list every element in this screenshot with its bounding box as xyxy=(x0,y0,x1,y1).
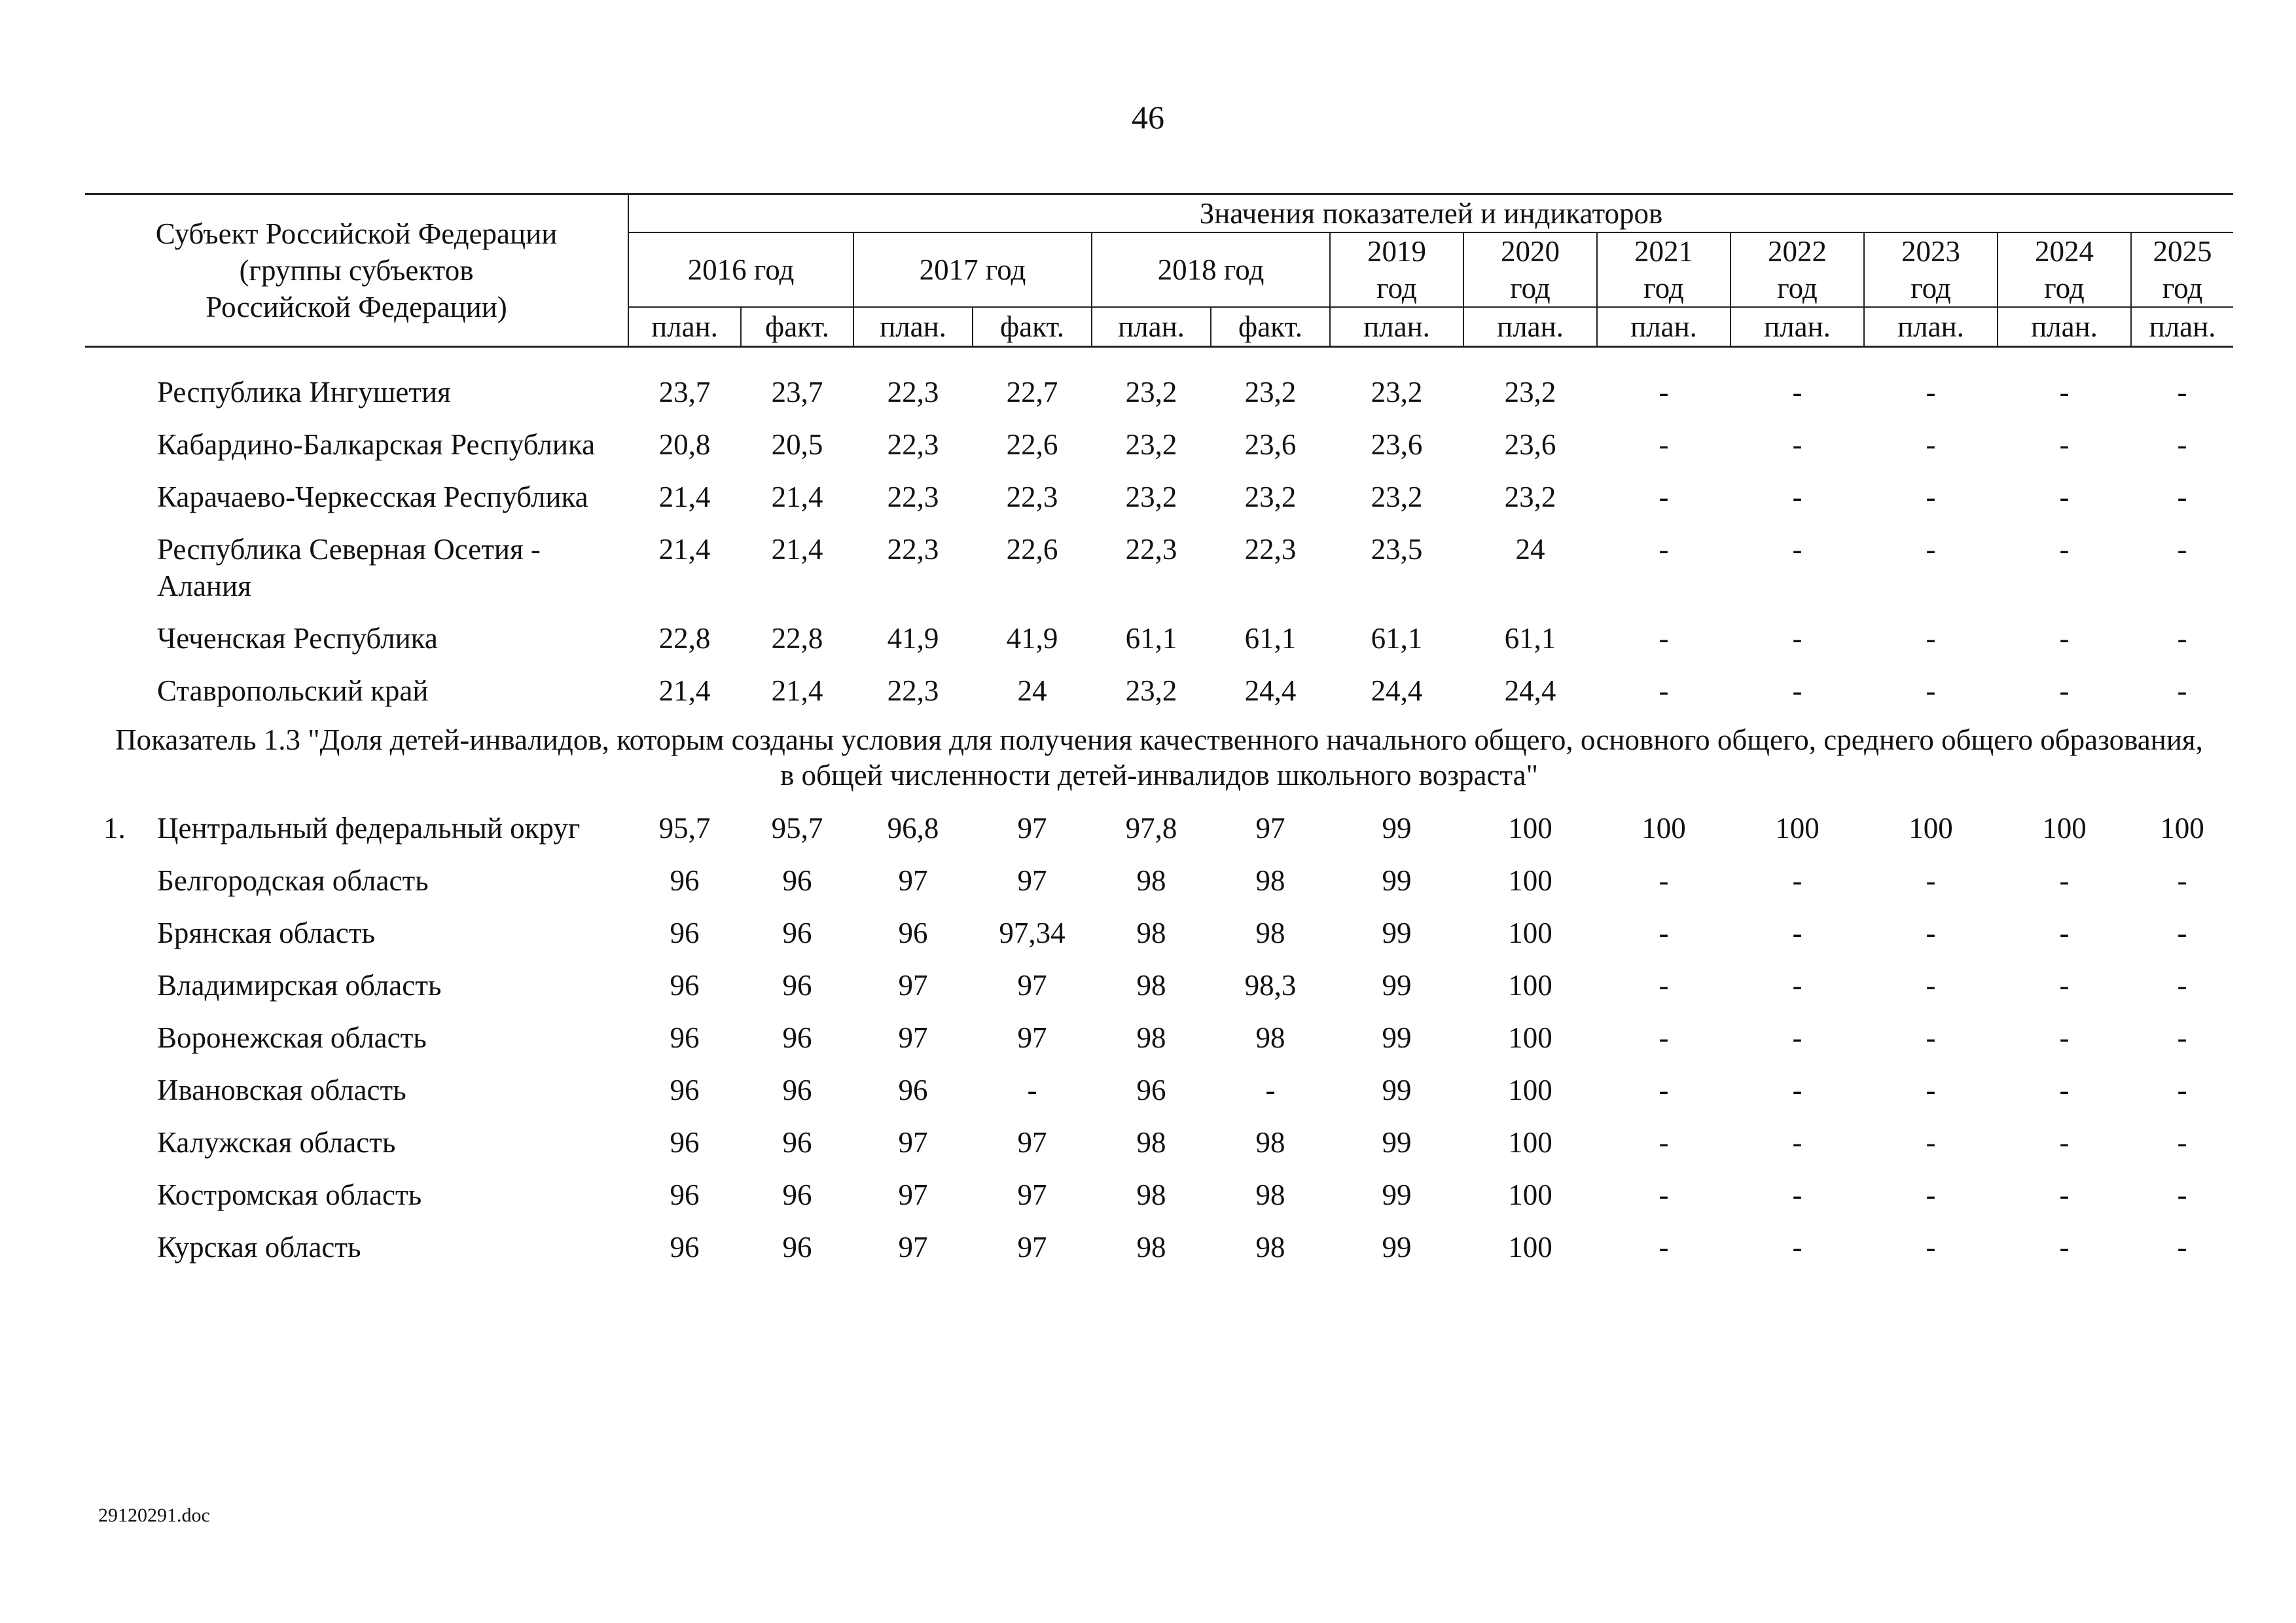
value-cell: 97 xyxy=(898,1126,928,1159)
value-cell: 96 xyxy=(782,1021,812,1054)
value-cell: 21,4 xyxy=(771,533,823,566)
value-cell: 96 xyxy=(670,1021,700,1054)
value-cell: 23,7 xyxy=(771,376,823,409)
year-header-2018: 2018 год xyxy=(1092,232,1330,307)
value-cell: 97 xyxy=(898,864,928,897)
year-number: 2020 xyxy=(1501,235,1560,268)
value-cell: 97 xyxy=(1017,812,1047,845)
value-cell: 20,5 xyxy=(771,428,823,461)
value-cell: 95,7 xyxy=(771,812,823,845)
value-cell: - xyxy=(1792,1074,1803,1106)
region-name: Брянская область xyxy=(157,917,376,949)
table-row xyxy=(85,523,2233,612)
indicators-header: Значения показателей и индикаторов xyxy=(628,194,2233,233)
value-cell: 98 xyxy=(1136,969,1166,1002)
value-cell: 98 xyxy=(1255,1126,1285,1159)
value-cell: - xyxy=(1792,864,1803,897)
value-cell: 21,4 xyxy=(771,674,823,707)
value-cell: 99 xyxy=(1382,1074,1412,1106)
table-row xyxy=(85,802,2233,854)
fact-header: факт. xyxy=(741,307,853,347)
value-cell: - xyxy=(1926,674,1936,707)
value-cell: 97 xyxy=(898,969,928,1002)
value-cell: - xyxy=(1926,376,1936,409)
value-cell: - xyxy=(2059,376,2070,409)
region-name: Кабардино-Балкарская Республика xyxy=(157,428,596,461)
page-number: 46 xyxy=(1132,99,1164,136)
value-cell: - xyxy=(1027,1074,1037,1106)
year-header-2017: 2017 год xyxy=(853,232,1092,307)
plan-header: план. xyxy=(1998,307,2131,347)
value-cell: 96 xyxy=(782,1178,812,1211)
footer-filename: 29120291.doc xyxy=(98,1504,210,1526)
value-cell: - xyxy=(1792,1178,1803,1211)
value-cell: 61,1 xyxy=(1504,622,1556,655)
value-cell: 99 xyxy=(1382,812,1412,845)
value-cell: 22,6 xyxy=(1006,533,1058,566)
table-row xyxy=(85,854,2233,907)
value-cell: 96 xyxy=(1136,1074,1166,1106)
value-cell: 23,6 xyxy=(1244,428,1297,461)
value-cell: - xyxy=(1792,917,1803,949)
row-number xyxy=(85,959,157,1012)
value-cell: - xyxy=(1792,969,1803,1002)
value-cell: - xyxy=(1926,428,1936,461)
value-cell: - xyxy=(2059,1074,2070,1106)
value-cell: 100 xyxy=(1508,864,1552,897)
value-cell: - xyxy=(1792,428,1803,461)
value-cell: - xyxy=(1792,674,1803,707)
value-cell: 20,8 xyxy=(658,428,711,461)
value-cell: - xyxy=(2177,917,2187,949)
value-cell: 98 xyxy=(1255,917,1285,949)
table-row xyxy=(85,366,2233,418)
value-cell: 96 xyxy=(782,1126,812,1159)
plan-header: план. xyxy=(1092,307,1211,347)
value-cell: 100 xyxy=(1508,1231,1552,1264)
value-cell: 98 xyxy=(1136,1021,1166,1054)
value-cell: - xyxy=(1926,969,1936,1002)
value-cell: 96 xyxy=(898,917,928,949)
value-cell: 96,8 xyxy=(887,812,939,845)
value-cell: 97 xyxy=(1017,1178,1047,1211)
table-row xyxy=(85,471,2233,523)
value-cell: 96 xyxy=(670,917,700,949)
year-number: 2019 xyxy=(1367,235,1427,268)
region-name: Чеченская Республика xyxy=(157,622,438,655)
plan-header: план. xyxy=(853,307,973,347)
value-cell: - xyxy=(1659,917,1669,949)
region-name: Калужская область xyxy=(157,1126,396,1159)
year-unit: год xyxy=(1910,272,1951,304)
fact-header: факт. xyxy=(1211,307,1330,347)
value-cell: 21,4 xyxy=(658,533,711,566)
value-cell: - xyxy=(2177,533,2187,566)
value-cell: 98 xyxy=(1255,1231,1285,1264)
value-cell: 98 xyxy=(1255,864,1285,897)
value-cell: - xyxy=(1926,481,1936,513)
value-cell: 100 xyxy=(2042,812,2087,845)
plan-header: план. xyxy=(628,307,741,347)
value-cell: - xyxy=(1265,1074,1276,1106)
row-number xyxy=(85,523,157,612)
value-cell: 23,2 xyxy=(1244,481,1297,513)
table-row xyxy=(85,959,2233,1012)
year-number: 2023 xyxy=(1901,235,1961,268)
value-cell: 24 xyxy=(1515,533,1545,566)
value-cell: 22,8 xyxy=(658,622,711,655)
value-cell: - xyxy=(1792,376,1803,409)
value-cell: - xyxy=(2177,1178,2187,1211)
value-cell: 100 xyxy=(1508,1074,1552,1106)
value-cell: 41,9 xyxy=(887,622,939,655)
value-cell: 97 xyxy=(1017,1231,1047,1264)
plan-header: план. xyxy=(1597,307,1731,347)
year-header-single xyxy=(1597,232,1731,307)
value-cell: 24 xyxy=(1017,674,1047,707)
value-cell: 98,3 xyxy=(1244,969,1297,1002)
value-cell: 99 xyxy=(1382,864,1412,897)
value-cell: - xyxy=(1926,1074,1936,1106)
value-cell: 96 xyxy=(670,1178,700,1211)
value-cell: 23,2 xyxy=(1371,481,1423,513)
value-cell: - xyxy=(2059,1021,2070,1054)
value-cell: 97 xyxy=(898,1231,928,1264)
value-cell: 22,3 xyxy=(1244,533,1297,566)
plan-header: план. xyxy=(2131,307,2233,347)
table-row xyxy=(85,665,2233,717)
row-number xyxy=(85,1116,157,1169)
section-title: Показатель 1.3 "Доля детей-инвалидов, которым созданы условия для получения качественного начального общего, основного общего, среднего общего образования, в общей численности детей-инвалидов школьного возраста" xyxy=(115,723,2203,792)
value-cell: 97 xyxy=(1017,1126,1047,1159)
value-cell: 98 xyxy=(1136,1126,1166,1159)
year-header-2016: 2016 год xyxy=(628,232,853,307)
region-name: Ставропольский край xyxy=(157,674,429,707)
region-name: Владимирская область xyxy=(157,969,442,1002)
value-cell: 100 xyxy=(1508,917,1552,949)
row-number xyxy=(85,854,157,907)
table-row xyxy=(85,1221,2233,1273)
value-cell: 99 xyxy=(1382,1178,1412,1211)
region-name: Курская область xyxy=(157,1231,361,1264)
value-cell: 96 xyxy=(670,969,700,1002)
value-cell: - xyxy=(2177,1126,2187,1159)
row-number xyxy=(85,471,157,523)
value-cell: - xyxy=(2059,428,2070,461)
year-header-single xyxy=(2131,232,2233,307)
value-cell: 22,3 xyxy=(887,481,939,513)
value-cell: 22,6 xyxy=(1006,428,1058,461)
row-number xyxy=(85,1064,157,1116)
row-number xyxy=(85,665,157,717)
value-cell: 97,8 xyxy=(1125,812,1177,845)
value-cell: 96 xyxy=(782,1074,812,1106)
value-cell: - xyxy=(2059,533,2070,566)
value-cell: - xyxy=(2059,674,2070,707)
value-cell: 96 xyxy=(782,969,812,1002)
year-header-single xyxy=(1731,232,1864,307)
value-cell: - xyxy=(1792,481,1803,513)
value-cell: 23,2 xyxy=(1244,376,1297,409)
value-cell: - xyxy=(2177,1231,2187,1264)
year-unit: год xyxy=(2162,272,2203,304)
value-cell: 23,2 xyxy=(1125,674,1177,707)
value-cell: 100 xyxy=(1508,969,1552,1002)
value-cell: 99 xyxy=(1382,969,1412,1002)
year-unit: год xyxy=(1643,272,1684,304)
region-name: Воронежская область xyxy=(157,1021,427,1054)
row-number xyxy=(85,612,157,665)
value-cell: 100 xyxy=(1508,1126,1552,1159)
value-cell: - xyxy=(2177,622,2187,655)
value-cell: 23,2 xyxy=(1125,428,1177,461)
value-cell: 21,4 xyxy=(771,481,823,513)
value-cell: 97,34 xyxy=(999,917,1066,949)
value-cell: - xyxy=(1926,622,1936,655)
value-cell: 99 xyxy=(1382,917,1412,949)
row-number xyxy=(85,1221,157,1273)
value-cell: - xyxy=(2059,1178,2070,1211)
table-row xyxy=(85,1064,2233,1116)
row-number xyxy=(85,418,157,471)
value-cell: 100 xyxy=(1775,812,1820,845)
year-number: 2024 xyxy=(2035,235,2094,268)
value-cell: - xyxy=(1659,864,1669,897)
value-cell: - xyxy=(1926,864,1936,897)
row-number: 1. xyxy=(103,812,126,845)
value-cell: 24,4 xyxy=(1244,674,1297,707)
value-cell: 100 xyxy=(1508,812,1552,845)
subject-header-line3: Российской Федерации) xyxy=(206,291,507,323)
value-cell: 100 xyxy=(2160,812,2204,845)
value-cell: 61,1 xyxy=(1244,622,1297,655)
year-number: 2025 xyxy=(2153,235,2212,268)
value-cell: 99 xyxy=(1382,1021,1412,1054)
plan-header: план. xyxy=(1330,307,1463,347)
value-cell: - xyxy=(2177,1074,2187,1106)
year-header-single xyxy=(1330,232,1463,307)
year-header-single xyxy=(1864,232,1998,307)
row-number xyxy=(85,366,157,418)
value-cell: 96 xyxy=(670,1231,700,1264)
value-cell: - xyxy=(2059,622,2070,655)
value-cell: 23,2 xyxy=(1504,481,1556,513)
value-cell: 96 xyxy=(670,864,700,897)
value-cell: - xyxy=(2059,969,2070,1002)
value-cell: 22,3 xyxy=(887,533,939,566)
value-cell: 97 xyxy=(898,1021,928,1054)
table-body-part-a xyxy=(85,347,2233,718)
value-cell: 23,2 xyxy=(1125,376,1177,409)
plan-header: план. xyxy=(1731,307,1864,347)
subject-header-line2: (группы субъектов xyxy=(239,254,474,287)
value-cell: - xyxy=(1792,533,1803,566)
region-name: Белгородская область xyxy=(157,864,429,897)
value-cell: 97 xyxy=(1017,864,1047,897)
value-cell: - xyxy=(1926,1178,1936,1211)
value-cell: 98 xyxy=(1136,1231,1166,1264)
year-header-single xyxy=(1463,232,1597,307)
value-cell: 22,7 xyxy=(1006,376,1058,409)
table-row xyxy=(85,1169,2233,1221)
value-cell: - xyxy=(1659,969,1669,1002)
value-cell: - xyxy=(1792,1126,1803,1159)
value-cell: - xyxy=(2177,674,2187,707)
value-cell: - xyxy=(1659,428,1669,461)
value-cell: 22,3 xyxy=(887,674,939,707)
value-cell: - xyxy=(2059,1231,2070,1264)
value-cell: 96 xyxy=(782,917,812,949)
value-cell: 96 xyxy=(782,864,812,897)
table-row xyxy=(85,907,2233,959)
value-cell: - xyxy=(1659,1231,1669,1264)
value-cell: 21,4 xyxy=(658,481,711,513)
value-cell: - xyxy=(1926,1021,1936,1054)
value-cell: 22,3 xyxy=(1125,533,1177,566)
value-cell: - xyxy=(1659,674,1669,707)
value-cell: - xyxy=(2177,481,2187,513)
value-cell: 97 xyxy=(1017,969,1047,1002)
value-cell: - xyxy=(2177,969,2187,1002)
value-cell: - xyxy=(2177,376,2187,409)
year-unit: год xyxy=(1777,272,1818,304)
value-cell: - xyxy=(1926,533,1936,566)
year-header-single xyxy=(1998,232,2131,307)
value-cell: 100 xyxy=(1641,812,1686,845)
value-cell: 99 xyxy=(1382,1231,1412,1264)
row-number xyxy=(85,907,157,959)
value-cell: 61,1 xyxy=(1125,622,1177,655)
value-cell: - xyxy=(1926,1231,1936,1264)
value-cell: 22,3 xyxy=(1006,481,1058,513)
row-number xyxy=(85,1012,157,1064)
section-header-body xyxy=(85,717,2233,802)
value-cell: 99 xyxy=(1382,1126,1412,1159)
indicators-table xyxy=(85,193,2233,1273)
value-cell: 24,4 xyxy=(1504,674,1556,707)
value-cell: - xyxy=(2059,481,2070,513)
value-cell: 22,3 xyxy=(887,376,939,409)
region-name: Ивановская область xyxy=(157,1074,406,1106)
region-name: Республика Северная Осетия - Алания xyxy=(157,533,541,602)
row-number xyxy=(85,1169,157,1221)
value-cell: 23,2 xyxy=(1125,481,1177,513)
value-cell: 95,7 xyxy=(658,812,711,845)
value-cell: - xyxy=(2177,428,2187,461)
value-cell: - xyxy=(2177,864,2187,897)
value-cell: 98 xyxy=(1136,1178,1166,1211)
value-cell: 97 xyxy=(1255,812,1285,845)
value-cell: - xyxy=(2059,1126,2070,1159)
value-cell: 96 xyxy=(782,1231,812,1264)
value-cell: 96 xyxy=(670,1126,700,1159)
year-unit: год xyxy=(1376,272,1417,304)
value-cell: 24,4 xyxy=(1371,674,1423,707)
value-cell: - xyxy=(1659,1074,1669,1106)
value-cell: - xyxy=(1659,1126,1669,1159)
plan-header: план. xyxy=(1463,307,1597,347)
value-cell: 23,6 xyxy=(1504,428,1556,461)
value-cell: 97 xyxy=(898,1178,928,1211)
value-cell: 23,2 xyxy=(1371,376,1423,409)
value-cell: 100 xyxy=(1508,1178,1552,1211)
table-row xyxy=(85,1012,2233,1064)
region-name: Костромская область xyxy=(157,1178,422,1211)
value-cell: 61,1 xyxy=(1371,622,1423,655)
value-cell: - xyxy=(2059,917,2070,949)
region-name: Центральный федеральный округ xyxy=(157,812,581,845)
value-cell: - xyxy=(1659,1178,1669,1211)
value-cell: 98 xyxy=(1136,917,1166,949)
year-unit: год xyxy=(2044,272,2085,304)
table-row xyxy=(85,418,2233,471)
value-cell: 98 xyxy=(1136,864,1166,897)
value-cell: - xyxy=(1926,917,1936,949)
value-cell: - xyxy=(1792,1021,1803,1054)
table-body-part-b xyxy=(85,802,2233,1273)
value-cell: - xyxy=(1792,622,1803,655)
value-cell: 23,2 xyxy=(1504,376,1556,409)
value-cell: 100 xyxy=(1909,812,1953,845)
value-cell: 100 xyxy=(1508,1021,1552,1054)
plan-header: план. xyxy=(1864,307,1998,347)
value-cell: 23,7 xyxy=(658,376,711,409)
year-number: 2021 xyxy=(1634,235,1694,268)
region-name: Карачаево-Черкесская Республика xyxy=(157,481,588,513)
subject-header-line1: Субъект Российской Федерации xyxy=(155,217,558,250)
value-cell: 97 xyxy=(1017,1021,1047,1054)
value-cell: 21,4 xyxy=(658,674,711,707)
subject-header xyxy=(85,194,628,347)
value-cell: 23,5 xyxy=(1371,533,1423,566)
value-cell: 98 xyxy=(1255,1178,1285,1211)
value-cell: - xyxy=(1659,622,1669,655)
region-name: Республика Ингушетия xyxy=(157,376,451,409)
value-cell: - xyxy=(2059,864,2070,897)
value-cell: - xyxy=(1659,1021,1669,1054)
value-cell: 22,3 xyxy=(887,428,939,461)
value-cell: 22,8 xyxy=(771,622,823,655)
value-cell: 96 xyxy=(670,1074,700,1106)
year-number: 2022 xyxy=(1768,235,1827,268)
value-cell: 23,6 xyxy=(1371,428,1423,461)
fact-header: факт. xyxy=(973,307,1092,347)
year-unit: год xyxy=(1510,272,1551,304)
table-row xyxy=(85,1116,2233,1169)
value-cell: 98 xyxy=(1255,1021,1285,1054)
value-cell: - xyxy=(1659,481,1669,513)
value-cell: - xyxy=(1926,1126,1936,1159)
value-cell: 41,9 xyxy=(1006,622,1058,655)
value-cell: - xyxy=(1792,1231,1803,1264)
value-cell: 96 xyxy=(898,1074,928,1106)
table-row xyxy=(85,612,2233,665)
value-cell: - xyxy=(1659,376,1669,409)
value-cell: - xyxy=(1659,533,1669,566)
value-cell: - xyxy=(2177,1021,2187,1054)
